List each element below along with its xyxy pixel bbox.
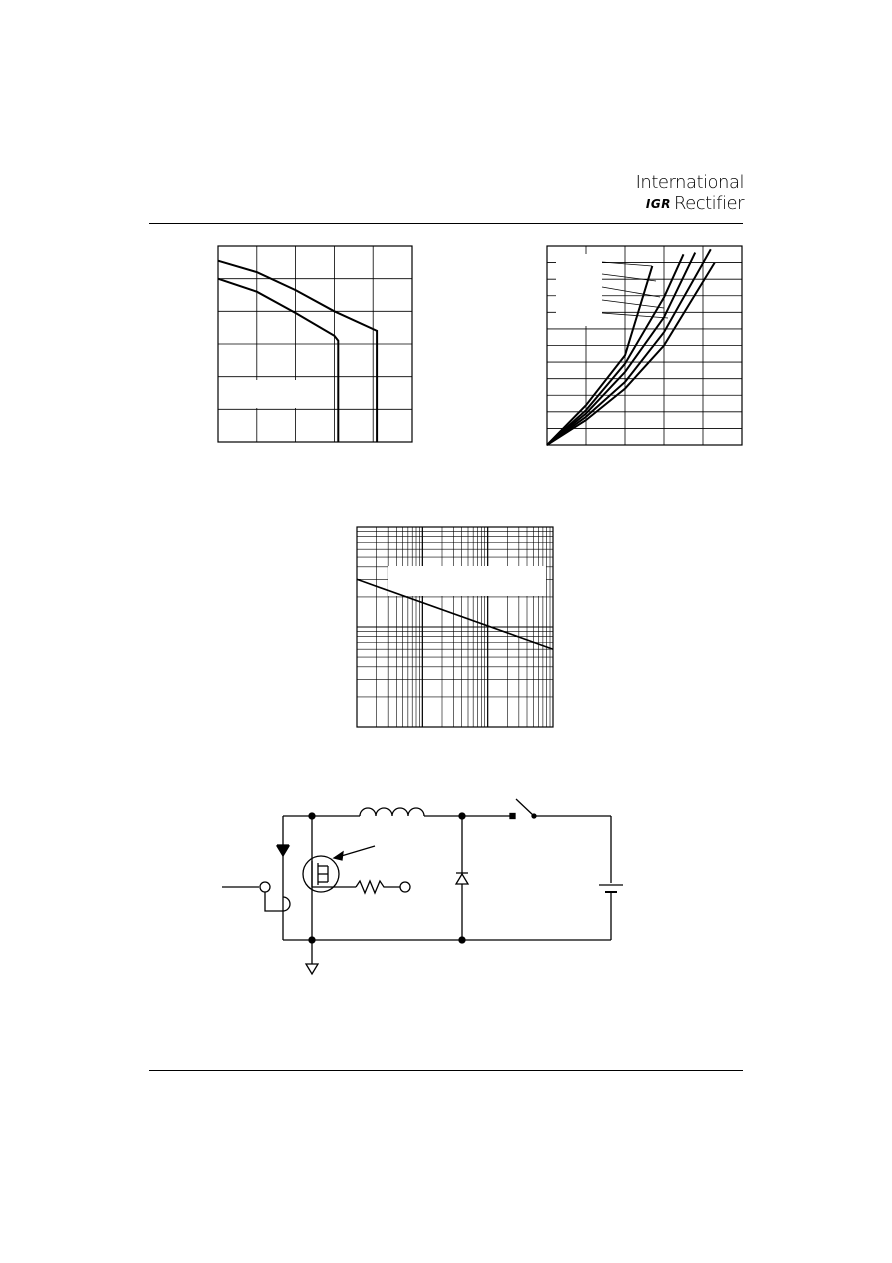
diode-right xyxy=(456,874,468,884)
current-transformer xyxy=(260,882,270,892)
chart-3 xyxy=(357,527,553,727)
diode-left xyxy=(277,846,289,856)
switch-contact xyxy=(510,814,515,819)
circuit-schematic xyxy=(222,799,623,974)
gate-terminal xyxy=(400,882,410,892)
brand-logo: IGR xyxy=(645,197,671,211)
series-line xyxy=(218,261,377,442)
legend-blank xyxy=(556,254,602,326)
chart-2 xyxy=(547,246,742,445)
brand-name-line1: International xyxy=(635,172,744,193)
switch-blade xyxy=(516,799,534,816)
gate-resistor xyxy=(356,881,400,893)
ground-symbol xyxy=(306,964,318,974)
legend-leader xyxy=(602,313,668,318)
brand-word: Rectifier xyxy=(673,193,744,214)
legend-blank xyxy=(221,380,326,408)
chart-1 xyxy=(218,246,412,442)
legend-leader xyxy=(602,300,664,308)
legend-blank xyxy=(388,566,546,596)
inductor-symbol xyxy=(360,808,424,816)
